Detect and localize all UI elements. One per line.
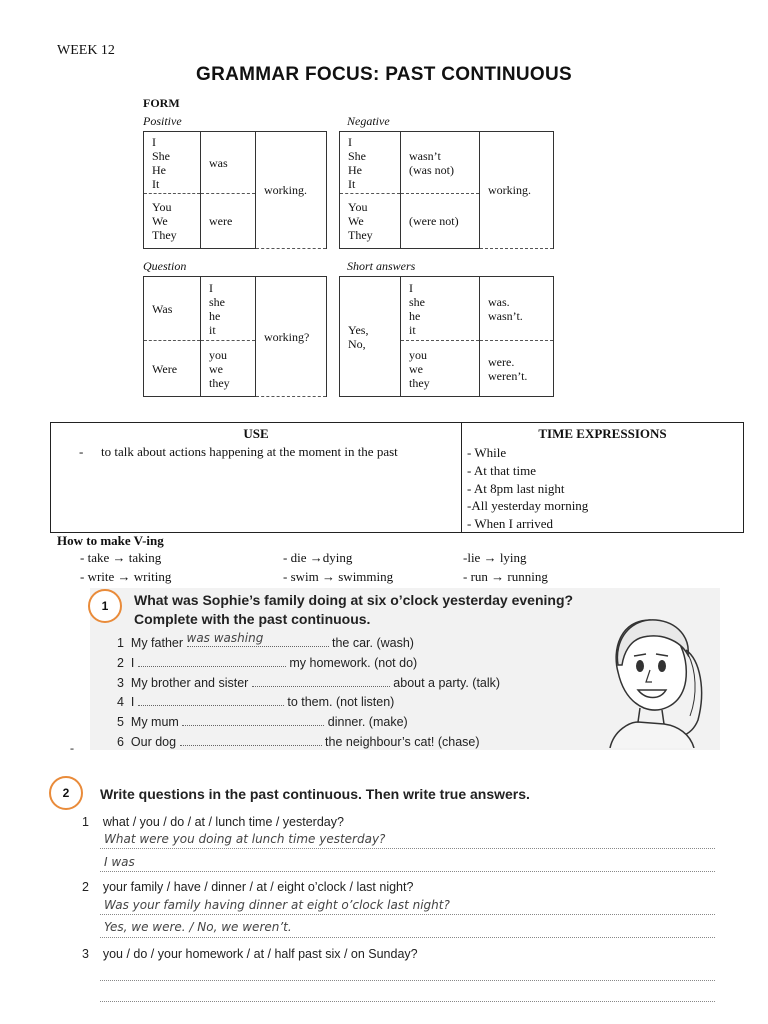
positive-pronouns-1: I She He It	[144, 132, 201, 194]
positive-pronouns-2: You We They	[144, 194, 201, 249]
girl-illustration	[590, 610, 715, 748]
answer-line[interactable]	[100, 980, 715, 981]
answer-line[interactable]	[100, 848, 715, 849]
answer-line[interactable]	[100, 1001, 715, 1002]
answer-blank[interactable]	[182, 715, 324, 726]
exercise-2-item-2: 2 your family / have / dinner / at / eight o’clock / last night?	[82, 880, 414, 894]
true-answer: I was	[104, 855, 135, 869]
page-title: GRAMMAR FOCUS: PAST CONTINUOUS	[196, 64, 572, 85]
ving-item: - swim → swimming	[283, 569, 394, 584]
time-expression: -All yesterday morning	[467, 498, 589, 514]
exercise-1-item: 6 Our dog the neighbour’s cat! (chase)	[117, 735, 480, 749]
exercise-2-item-1: 1 what / you / do / at / lunch time / yesterday?	[82, 815, 344, 829]
short-answers-1: was. wasn’t.	[480, 277, 554, 341]
short-answers-2: were. weren’t.	[480, 341, 554, 397]
positive-heading: Positive	[143, 114, 182, 128]
answer-line[interactable]	[100, 937, 715, 938]
negative-aux-2: (were not)	[401, 194, 480, 249]
positive-aux-1: was	[201, 132, 256, 194]
exercise-2-instruction: Write questions in the past continuous. Then write true answers.	[100, 786, 530, 802]
exercise-2-number: 2	[49, 776, 83, 810]
time-expression: - At that time	[467, 462, 536, 478]
ving-item: - die →dying	[283, 550, 353, 565]
exercise-1-item: 3 My brother and sister about a party. (talk)	[117, 676, 501, 690]
use-heading: USE	[243, 426, 269, 441]
use-column	[51, 423, 462, 532]
question-table	[143, 276, 327, 397]
ving-item: - run → running	[463, 569, 548, 584]
negative-pronouns-2: You We They	[340, 194, 401, 249]
exercise-1-item: 1 My father was washing the car. (wash)	[117, 631, 414, 650]
answer-blank[interactable]	[252, 676, 390, 687]
positive-table	[143, 131, 327, 249]
ving-item: -lie → lying	[463, 550, 527, 565]
stray-dash: -	[70, 741, 74, 755]
short-pronouns-2: you we they	[401, 341, 480, 397]
ving-item: - take → taking	[80, 550, 162, 565]
negative-pronouns-1: I She He It	[340, 132, 401, 194]
negative-table	[339, 131, 554, 249]
answer-blank[interactable]	[138, 656, 286, 667]
exercise-2-item-3: 3 you / do / your homework / at / half past six / on Sunday?	[82, 947, 418, 961]
negative-heading: Negative	[347, 114, 390, 128]
answer-blank[interactable]	[180, 735, 322, 746]
short-pronouns-1: I she he it	[401, 277, 480, 341]
positive-aux-2: were	[201, 194, 256, 249]
ving-item: - write → writing	[80, 569, 172, 584]
short-answers-heading: Short answers	[347, 259, 416, 273]
answer-blank[interactable]: was washing	[187, 636, 329, 647]
answer-line[interactable]	[100, 914, 715, 915]
question-verb: working?	[256, 277, 327, 397]
exercise-1-instruction: What was Sophie’s family doing at six o’clock yesterday evening? Complete with the past continuous.	[134, 592, 574, 627]
exercise-1-item: 5 My mum dinner. (make)	[117, 715, 408, 729]
question-aux-1: Was	[144, 277, 201, 341]
time-expression: - While	[467, 445, 507, 460]
answer-blank[interactable]	[138, 695, 284, 706]
form-label: FORM	[143, 96, 180, 110]
question-answer: Was your family having dinner at eight o’clock last night?	[104, 898, 450, 912]
exercise-1-item: 4 I to them. (not listen)	[117, 695, 395, 709]
answer-line[interactable]	[100, 871, 715, 872]
short-yes-no: Yes, No,	[340, 277, 401, 397]
question-aux-2: Were	[144, 341, 201, 397]
time-expression: - When I arrived	[467, 516, 554, 532]
negative-aux-1: wasn’t (was not)	[401, 132, 480, 194]
use-item: to talk about actions happening at the moment in the past	[101, 444, 398, 459]
question-pronouns-1: I she he it	[201, 277, 256, 341]
exercise-1-item: 2 I my homework. (not do)	[117, 656, 418, 670]
ving-title: How to make V-ing	[57, 533, 164, 548]
time-expressions-column	[462, 423, 743, 532]
use-dash: -	[79, 444, 84, 459]
use-table	[50, 422, 744, 533]
question-answer: What were you doing at lunch time yesterday?	[104, 832, 386, 846]
true-answer: Yes, we were. / No, we weren’t.	[104, 920, 292, 934]
short-answers-table	[339, 276, 554, 397]
week-label: WEEK 12	[57, 43, 115, 58]
time-expressions-list	[467, 444, 588, 533]
question-heading: Question	[143, 259, 187, 273]
negative-verb: working.	[480, 132, 554, 249]
time-expressions-heading: TIME EXPRESSIONS	[538, 426, 667, 441]
positive-verb: working.	[256, 132, 327, 249]
time-expression: - At 8pm last night	[467, 480, 565, 496]
question-pronouns-2: you we they	[201, 341, 256, 397]
exercise-1-number: 1	[88, 589, 122, 623]
